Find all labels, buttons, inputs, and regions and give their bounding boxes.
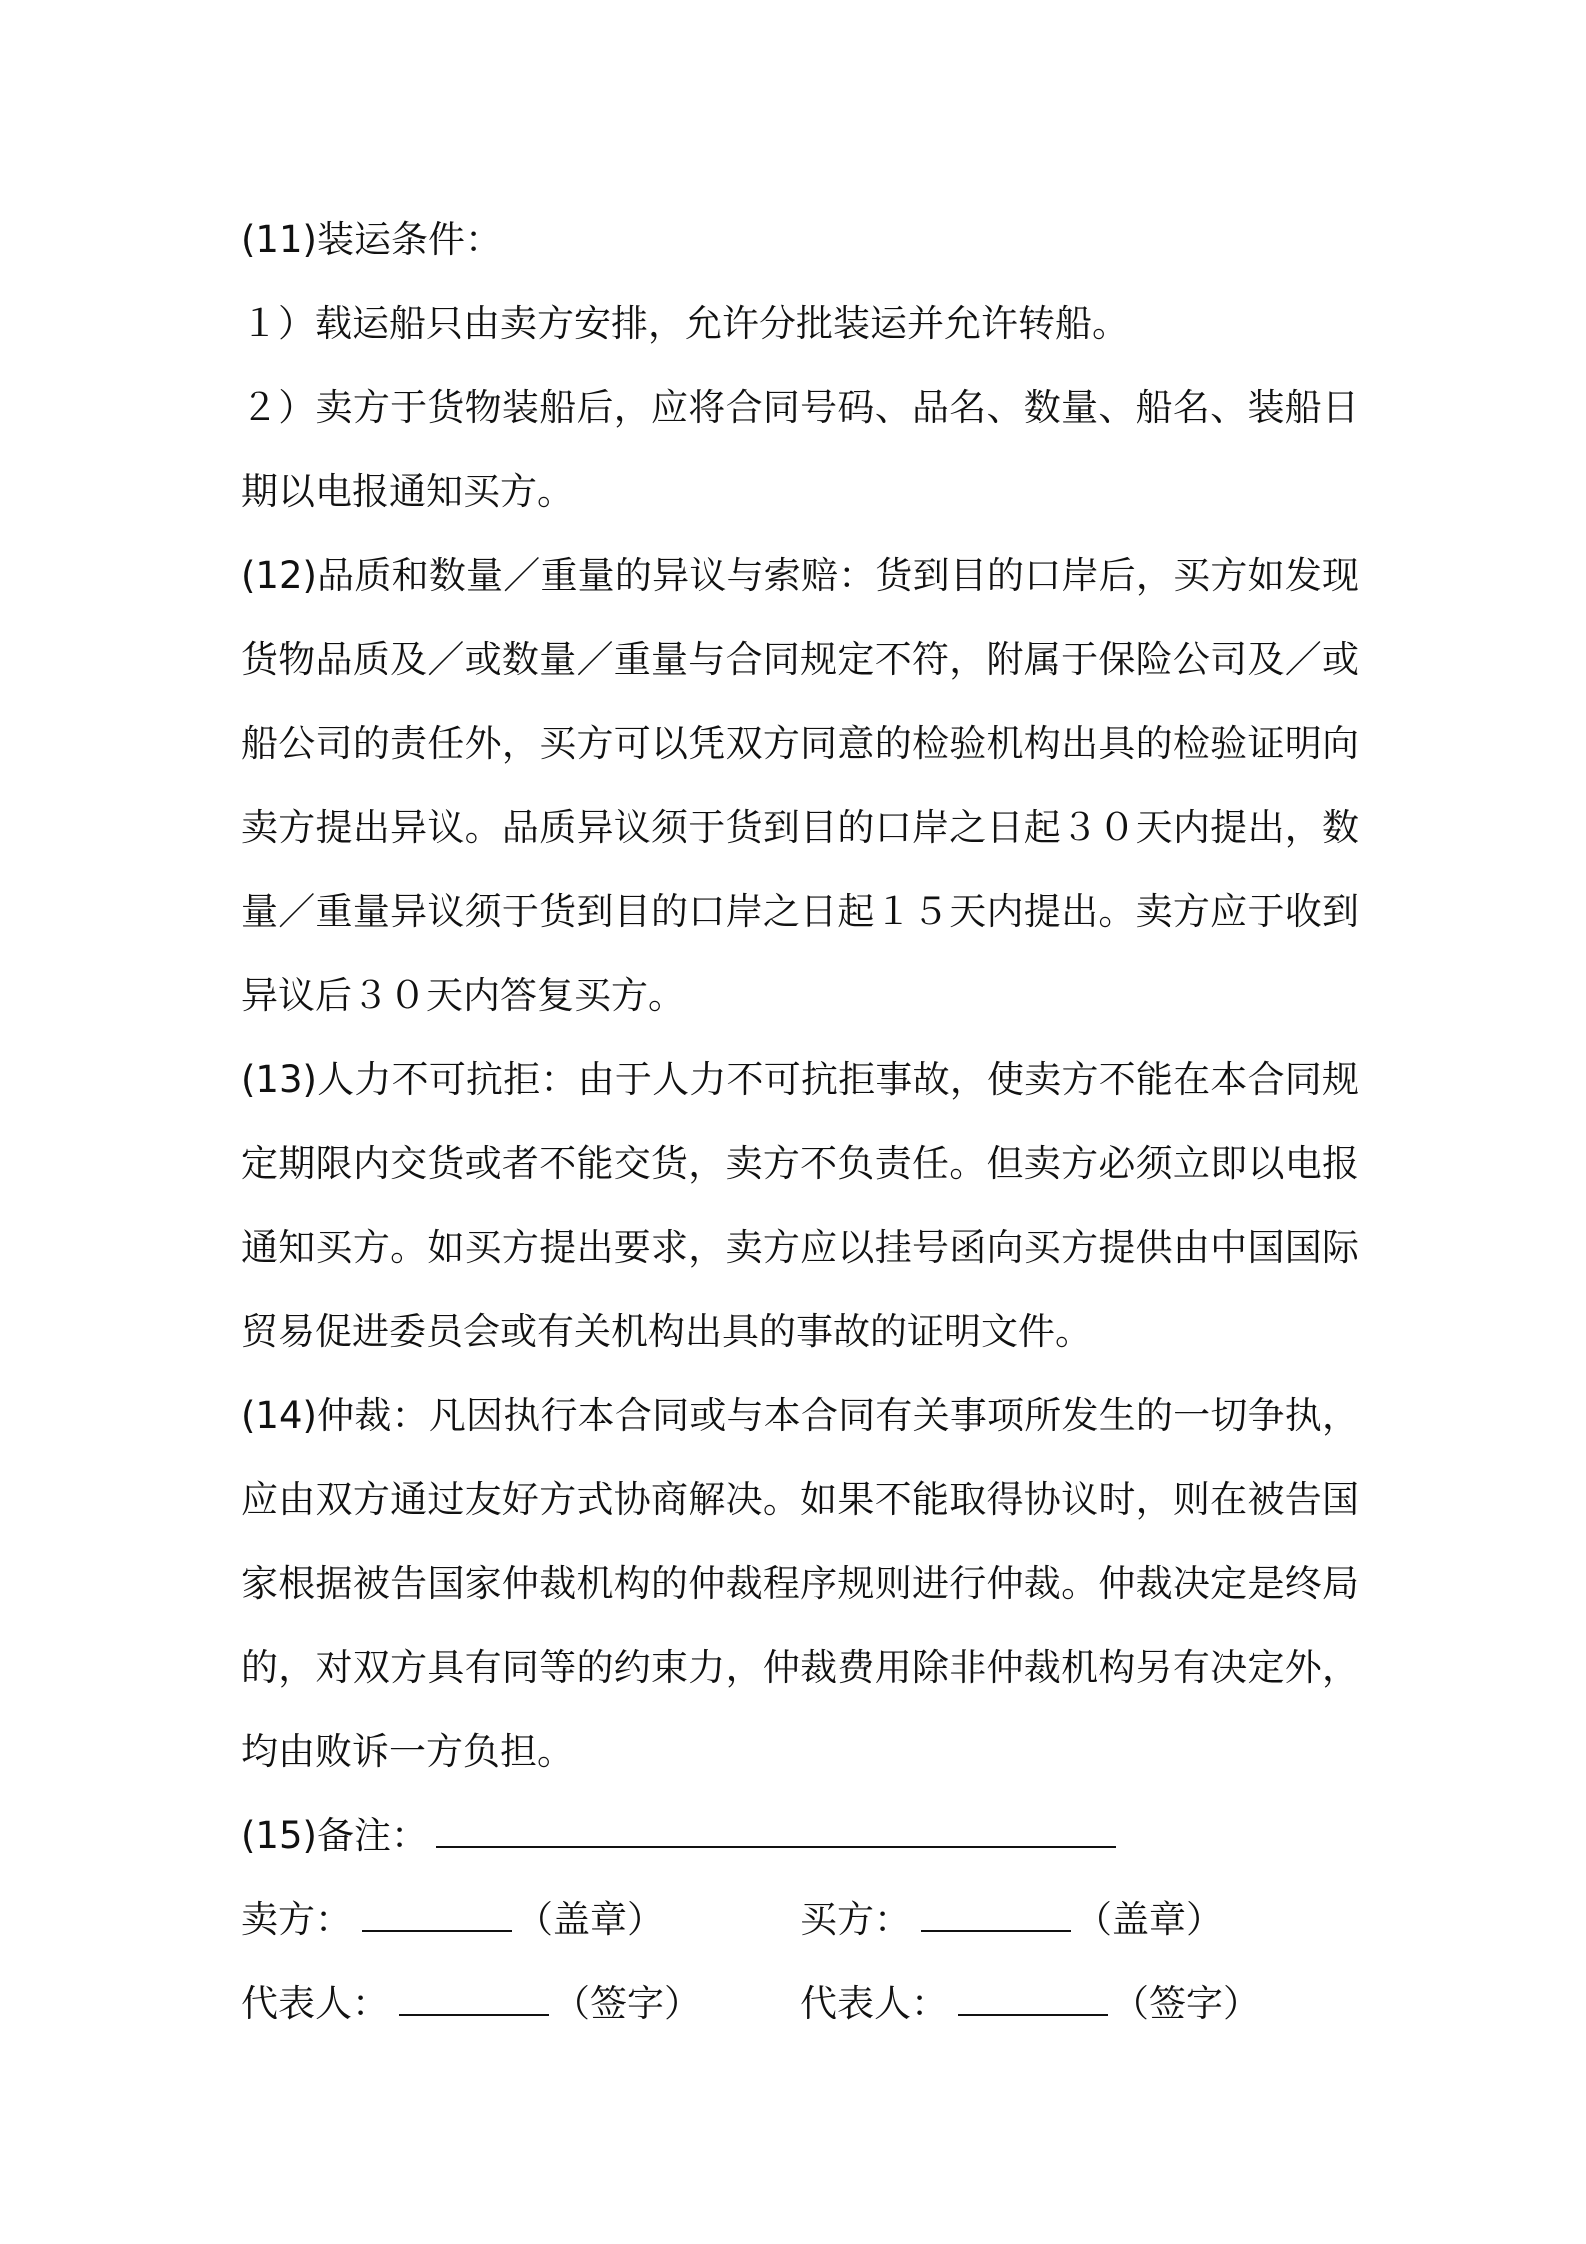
buyer-rep-blank-line[interactable] — [958, 1974, 1108, 2016]
buyer-rep-block — [800, 1962, 1359, 2046]
remarks-blank-line[interactable] — [436, 1802, 1116, 1848]
seller-rep-sign-note: （签字） — [553, 1982, 701, 2025]
remarks-label: (15)备注： — [241, 1814, 428, 1857]
clause-11-title: (11)装运条件： — [241, 218, 502, 261]
seller-blank-line[interactable] — [362, 1890, 512, 1932]
seller-rep-block — [241, 1962, 800, 2046]
seller-label: 卖方： — [241, 1898, 352, 1941]
representative-row — [241, 1962, 1359, 2046]
clause-11-item-1: １）载运船只由卖方安排，允许分批装运并允许转船。 — [241, 302, 1129, 345]
buyer-seal-note: （盖章） — [1075, 1898, 1223, 1941]
buyer-blank-line[interactable] — [921, 1890, 1071, 1932]
clause-12: (12)品质和数量／重量的异议与索赔：货到目的口岸后，买方如发现货物品质及／或数量／重量与合同规定不符，附属于保险公司及／或船公司的责任外，买方可以凭双方同意的检验机构出具的检验证明向卖方提出异议。品质异议须于货到目的口岸之日起３０天内提出，数量／重量异议须于货到目的口岸之日起１５天内提出。卖方应于收到异议后３０天内答复买方。 — [241, 554, 1359, 1017]
buyer-block — [800, 1878, 1359, 1962]
seller-rep-label: 代表人： — [241, 1982, 389, 2025]
contract-body — [241, 198, 1359, 2046]
party-row — [241, 1878, 1359, 1962]
seller-seal-note: （盖章） — [516, 1898, 664, 1941]
clause-13: (13)人力不可抗拒：由于人力不可抗拒事故，使卖方不能在本合同规定期限内交货或者不能交货，卖方不负责任。但卖方必须立即以电报通知买方。如买方提出要求，卖方应以挂号函向买方提供由中国国际贸易促进委员会或有关机构出具的事故的证明文件。 — [241, 1058, 1359, 1353]
buyer-rep-sign-note: （签字） — [1112, 1982, 1260, 2025]
clause-14: (14)仲裁：凡因执行本合同或与本合同有关事项所发生的一切争执，应由双方通过友好方式协商解决。如果不能取得协议时，则在被告国家根据被告国家仲裁机构的仲裁程序规则进行仲裁。仲裁决定是终局的，对双方具有同等的约束力，仲裁费用除非仲裁机构另有决定外，均由败诉一方负担。 — [241, 1394, 1359, 1773]
seller-block — [241, 1878, 800, 1962]
clause-15-remarks — [241, 1794, 1359, 1878]
buyer-rep-label: 代表人： — [800, 1982, 948, 2025]
buyer-label: 买方： — [800, 1898, 911, 1941]
seller-rep-blank-line[interactable] — [399, 1974, 549, 2016]
clause-11-item-2: ２）卖方于货物装船后，应将合同号码、品名、数量、船名、装船日期以电报通知买方。 — [241, 386, 1359, 513]
